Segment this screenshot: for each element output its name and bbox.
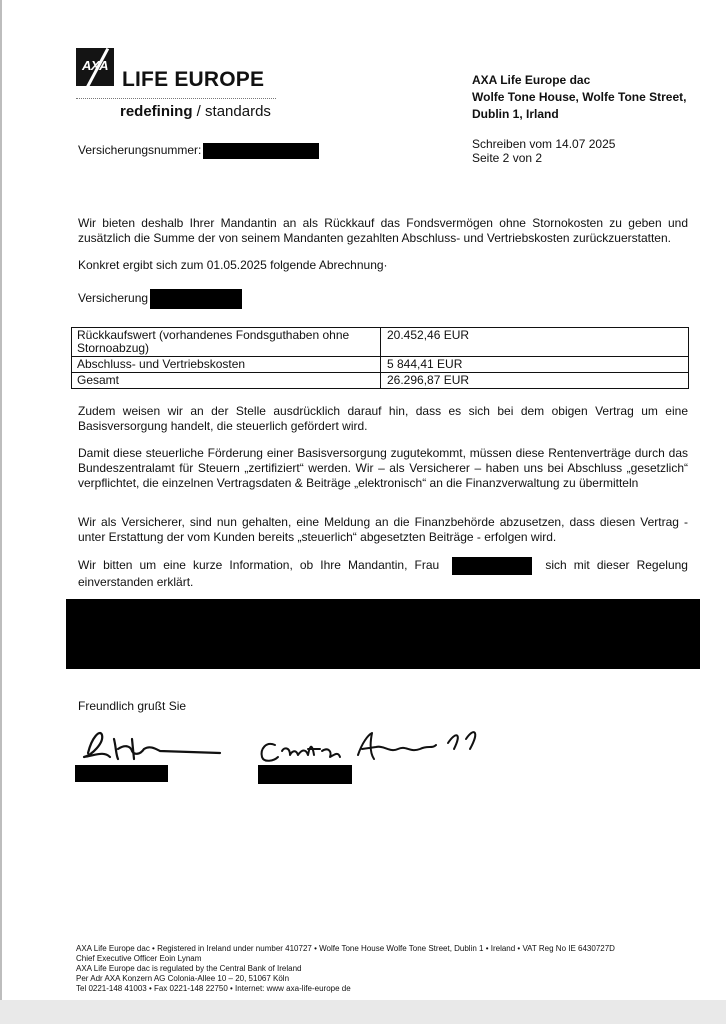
- row-label: Gesamt: [72, 373, 381, 389]
- closing-greeting: Freundlich grußt Sie: [78, 699, 187, 713]
- row-amount: 26.296,87 EUR: [381, 373, 689, 389]
- paragraph-meldung: Wir als Versicherer, sind nun gehalten, eine Meldung an die Finanzbehörde abzusetzen, dass diesen Vertrag - unter Erstattung der vom Kunden bereits „steuerlich“ abgesetzten Beiträge - erfolgen wird.: [78, 515, 688, 544]
- request-text-start: Wir bitten um eine kurze Information, ob Ihre Mandantin, Frau: [78, 558, 440, 573]
- redacted-signer-left: [75, 765, 168, 782]
- axa-logo: [76, 48, 336, 128]
- axa-logo-text: AXA: [82, 58, 108, 73]
- row-label: Abschluss- und Vertriebskosten: [72, 357, 381, 373]
- table-row: [72, 373, 689, 389]
- redacted-versicherung: [150, 289, 242, 309]
- axa-logo-mark: [76, 48, 114, 86]
- footer-line: AXA Life Europe dac • Registered in Ireland under number 410727 • Wolfe Tone House Wolfe Tone Street, Dublin 1 • Ireland • VAT Reg No IE 6430727D: [76, 944, 615, 953]
- row-amount: 20.452,46 EUR: [381, 328, 689, 357]
- signature-right: [262, 732, 476, 761]
- address-line: Wolfe Tone House, Wolfe Tone Street,: [472, 90, 687, 104]
- versicherung-line: [78, 289, 242, 309]
- signatures: [70, 715, 500, 790]
- tagline-rest: standards: [205, 103, 271, 120]
- row-label: Rückkaufswert (vorhandenes Fondsguthaben ohne Stornoabzug): [72, 328, 381, 357]
- paragraph-foerderung: Damit diese steuerliche Förderung einer Basisversorgung zugutekommt, müssen diese Rentenverträge durch das Bundeszentralamt für Steuern „zertifiziert“ werden. Wir – als Versicherer – haben uns bei Abschluss „gesetzlich“ verpflichtet, die einzelnen Vertragsdaten & Beiträge „elektronisch“ an die Finanzverwaltung zu übermitteln: [78, 446, 688, 490]
- page-number: Seite 2 von 2: [472, 151, 543, 165]
- address-line: Dublin 1, Irland: [472, 107, 559, 121]
- footer-line: Chief Executive Officer Eoin Lynam: [76, 954, 202, 963]
- policy-number-line: [78, 143, 319, 159]
- table-row: [72, 357, 689, 373]
- sender-address: [472, 72, 686, 123]
- footer: [76, 944, 615, 994]
- footer-line: Per Adr AXA Konzern AG Colonia-Allee 10 – 20, 51067 Köln: [76, 974, 290, 983]
- policy-number-label: Versicherungsnummer:: [78, 143, 202, 158]
- logo-tagline: [120, 103, 271, 120]
- tagline-bold: redefining: [120, 103, 193, 120]
- tagline-separator: /: [192, 103, 206, 120]
- row-amount: 5 844,41 EUR: [381, 357, 689, 373]
- footer-line: Tel 0221-148 41003 • Fax 0221-148 22750 • Internet: www axa-life-europe de: [76, 984, 351, 993]
- paragraph-basisversorgung: Zudem weisen wir an der Stelle ausdrücklich darauf hin, dass es sich bei dem obigen Vertrag um eine Basisversorgung handelt, die steuerlich gefördert wird.: [78, 404, 688, 433]
- page-edge: [0, 0, 2, 1024]
- redacted-client-name: [452, 557, 532, 575]
- request-text-end: sich mit dieser Regelung einverstanden erklärt.: [78, 558, 688, 589]
- redacted-signer-right: [258, 765, 352, 784]
- signature-left: [84, 733, 220, 759]
- redacted-block: [66, 599, 700, 669]
- address-line: AXA Life Europe dac: [472, 73, 591, 87]
- bottom-strip: [0, 1000, 726, 1024]
- paragraph-offer: Wir bieten deshalb Ihrer Mandantin an als Rückkauf das Fondsvermögen ohne Stornokosten zu geben und zusätzlich die Summe der von seinem Mandanten gezahlten Abschluss- und Vertriebskosten zurückzuerstatten.: [78, 216, 688, 245]
- letter-date: Schreiben vom 14.07 2025: [472, 137, 616, 151]
- paragraph-request: [78, 557, 688, 590]
- settlement-table: [71, 327, 689, 389]
- logo-divider: [76, 98, 276, 100]
- table-row: [72, 328, 689, 357]
- versicherung-label: Versicherung: [78, 291, 149, 306]
- logo-name: LIFE EUROPE: [122, 68, 265, 91]
- letter-meta: [472, 137, 615, 165]
- footer-line: AXA Life Europe dac is regulated by the Central Bank of Ireland: [76, 964, 302, 973]
- paragraph-settlement-intro: Konkret ergibt sich zum 01.05.2025 folgende Abrechnung·: [78, 258, 388, 272]
- redacted-policy-number: [203, 143, 319, 159]
